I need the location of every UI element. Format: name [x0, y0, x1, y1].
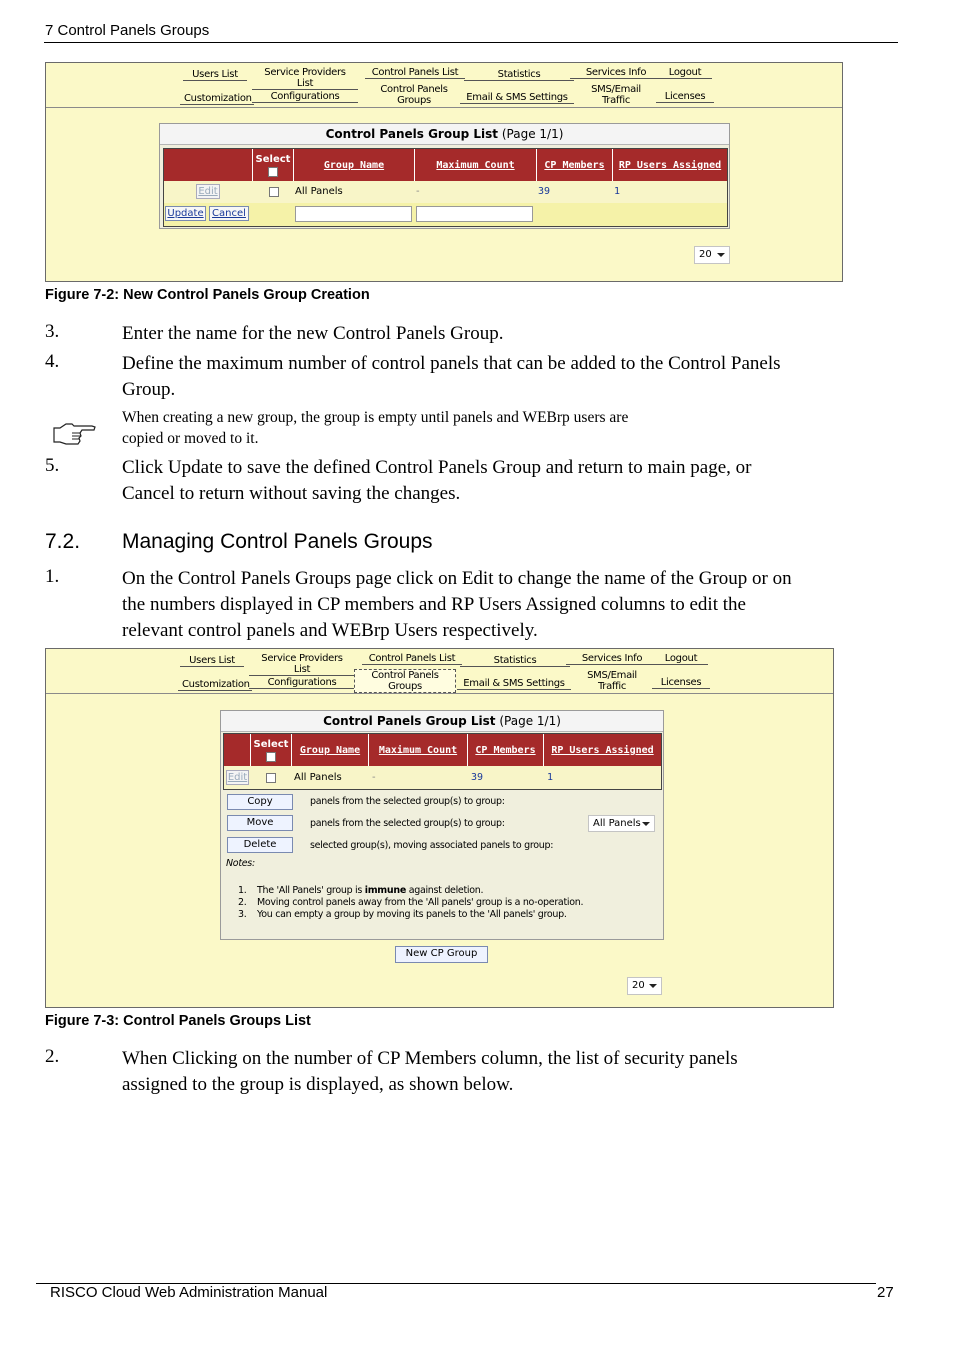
groups-table — [223, 733, 662, 790]
page-number: 27 — [877, 1284, 894, 1301]
cancel-button[interactable]: Cancel — [209, 206, 249, 221]
note-1-number: 1. — [238, 885, 247, 896]
nav-control-panels-groups-line1: Control Panels — [371, 670, 439, 681]
nav-control-panels-groups-selected[interactable] — [354, 669, 456, 693]
step-b1-line1: On the Control Panels Groups page click on Edit to change the name of the Group or on — [122, 568, 792, 589]
target-group-select[interactable] — [588, 815, 655, 832]
rp-users-link[interactable]: 1 — [547, 772, 554, 783]
step-b2-text — [122, 1046, 882, 1098]
select-label: Select — [255, 153, 291, 165]
nav-logout[interactable]: Logout — [654, 653, 708, 665]
note-2-number: 2. — [238, 897, 247, 908]
maximum-count-input[interactable] — [416, 206, 533, 222]
panel-title — [221, 711, 663, 732]
step-4-text — [122, 351, 882, 403]
page-size-select[interactable] — [694, 246, 730, 264]
nav-configurations[interactable]: Configurations — [252, 91, 358, 103]
nav-sms-email-traffic-line2: Traffic — [601, 95, 631, 106]
step-4-number: 4. — [45, 351, 60, 372]
chevron-down-icon — [649, 984, 657, 988]
step-5-line2: Cancel to return without saving the changes. — [122, 483, 461, 504]
delete-description: selected group(s), moving associated panels to group: — [310, 840, 554, 851]
column-header-select — [253, 149, 294, 181]
column-header-actions — [224, 734, 251, 766]
header-rule — [44, 42, 898, 43]
figure-7-3-caption: Figure 7-3: Control Panels Groups List — [45, 1013, 311, 1029]
step-b1-text — [122, 566, 902, 644]
select-all-checkbox[interactable] — [266, 752, 276, 762]
step-3-number: 3. — [45, 321, 60, 342]
panel-title-text: Control Panels Group List — [323, 714, 496, 728]
note-1 — [238, 885, 483, 896]
step-b2-line2: assigned to the group is displayed, as shown below. — [122, 1074, 514, 1095]
table-row — [164, 181, 727, 203]
column-header-cp-members[interactable]: CP Members — [468, 734, 544, 766]
new-cp-group-button[interactable]: New CP Group — [395, 946, 488, 963]
chevron-down-icon — [717, 253, 725, 257]
nav-sms-email-traffic[interactable] — [566, 670, 658, 692]
note-2-text: Moving control panels away from the 'All panels' group is a no-operation. — [257, 897, 584, 908]
nav-sms-email-traffic-line2: Traffic — [597, 681, 627, 692]
group-name-cell: All Panels — [294, 772, 342, 783]
cp-members-link[interactable]: 39 — [538, 186, 551, 197]
step-b2-number: 2. — [45, 1046, 60, 1067]
maximum-count-cell: - — [372, 772, 376, 783]
update-button[interactable]: Update — [165, 206, 206, 221]
nav-control-panels-groups-line2: Groups — [388, 681, 422, 692]
nav-control-panels-groups[interactable] — [366, 84, 462, 106]
column-header-actions — [164, 149, 253, 181]
note-3-text: You can empty a group by moving its panels to the 'All panels' group. — [257, 909, 567, 920]
step-b1-number: 1. — [45, 566, 60, 587]
nav-configurations[interactable]: Configurations — [249, 677, 355, 689]
note-3 — [238, 909, 567, 920]
nav-statistics[interactable]: Statistics — [460, 655, 570, 667]
step-5-number: 5. — [45, 455, 60, 476]
column-header-group-name[interactable]: Group Name — [292, 734, 369, 766]
pointing-hand-icon — [52, 420, 96, 446]
group-list-panel — [220, 710, 664, 940]
section-title: Managing Control Panels Groups — [122, 530, 433, 553]
group-name-cell: All Panels — [295, 186, 343, 197]
page-size-select[interactable] — [627, 977, 662, 995]
edit-button[interactable]: Edit — [196, 184, 220, 199]
select-label: Select — [253, 738, 289, 750]
note-line1: When creating a new group, the group is empty until panels and WEBrp users are — [122, 409, 629, 426]
note-1-bold: immune — [364, 885, 406, 896]
copy-button[interactable]: Copy — [227, 794, 293, 810]
table-row — [224, 766, 661, 789]
nav-service-providers-list[interactable]: Service Providers List — [252, 67, 358, 90]
groups-table — [163, 148, 728, 227]
note-text — [122, 407, 628, 449]
panel-title — [160, 124, 729, 145]
step-b1-line2: the numbers displayed in CP members and RP Users Assigned columns to edit the — [122, 594, 746, 615]
step-b1-line3: relevant control panels and WEBrp Users respectively. — [122, 620, 538, 641]
nav-logout[interactable]: Logout — [658, 67, 712, 79]
panel-page-indicator: (Page 1/1) — [499, 714, 561, 728]
panel-title-text: Control Panels Group List — [325, 127, 499, 141]
nav-sms-email-traffic[interactable] — [570, 84, 662, 106]
nav-sms-email-traffic-line1: SMS/Email — [591, 84, 641, 95]
maximum-count-cell: - — [416, 186, 420, 197]
row-select-checkbox[interactable] — [269, 187, 279, 197]
move-button[interactable]: Move — [227, 815, 293, 831]
step-4-line2: Group. — [122, 379, 176, 400]
nav-control-panels-groups-line2: Groups — [397, 95, 431, 106]
nav-email-sms-settings[interactable]: Email & SMS Settings — [460, 92, 574, 104]
target-group-value: All Panels — [593, 818, 641, 829]
step-b2-line1: When Clicking on the number of CP Members column, the list of security panels — [122, 1048, 738, 1069]
column-header-group-name[interactable]: Group Name — [294, 149, 415, 181]
nav-services-info[interactable]: Services Info — [566, 653, 658, 665]
nav-licenses[interactable]: Licenses — [652, 677, 710, 689]
delete-button[interactable]: Delete — [227, 837, 293, 853]
nav-control-panels-groups-line1: Control Panels — [380, 84, 448, 95]
note-line2: copied or moved to it. — [122, 430, 259, 447]
note-3-number: 3. — [238, 909, 247, 920]
nav-users-list[interactable]: Users List — [180, 655, 244, 667]
figure-7-2-screenshot — [45, 62, 843, 282]
nav-divider — [46, 107, 842, 108]
nav-licenses[interactable]: Licenses — [656, 91, 714, 103]
nav-services-info[interactable]: Services Info — [570, 67, 662, 79]
note-2 — [238, 897, 583, 908]
group-name-input[interactable] — [295, 206, 412, 222]
step-4-line1: Define the maximum number of control panels that can be added to the Control Panels — [122, 353, 781, 374]
note-1-text-end: against deletion. — [405, 885, 484, 896]
section-number: 7.2. — [45, 530, 81, 553]
edit-button[interactable]: Edit — [227, 772, 248, 783]
group-list-panel — [159, 123, 730, 229]
column-header-rp-users[interactable]: RP Users Assigned — [613, 149, 727, 181]
column-header-select — [251, 734, 292, 766]
nav-control-panels-list[interactable]: Control Panels List — [362, 653, 462, 665]
note-1-text: The 'All Panels' group is — [257, 885, 365, 896]
column-header-cp-members[interactable]: CP Members — [537, 149, 613, 181]
nav-users-list[interactable]: Users List — [183, 69, 247, 81]
notes-label: Notes: — [226, 858, 255, 869]
nav-sms-email-traffic-line1: SMS/Email — [587, 670, 637, 681]
copy-description: panels from the selected group(s) to group: — [310, 796, 505, 807]
figure-7-2-caption: Figure 7-2: New Control Panels Group Creation — [45, 287, 370, 303]
nav-customization[interactable]: Customization — [178, 679, 252, 691]
nav-email-sms-settings[interactable]: Email & SMS Settings — [457, 678, 571, 690]
figure-7-3-screenshot — [45, 648, 834, 1008]
page-size-value: 20 — [699, 249, 712, 260]
page-size-value: 20 — [632, 980, 645, 991]
step-5-text — [122, 455, 882, 507]
nav-service-providers-list[interactable]: Service Providers List — [249, 653, 355, 676]
footer-manual-title: RISCO Cloud Web Administration Manual — [50, 1284, 328, 1301]
column-header-rp-users[interactable]: RP Users Assigned — [544, 734, 661, 766]
new-group-row — [164, 203, 727, 225]
select-all-checkbox[interactable] — [268, 167, 278, 177]
nav-divider — [46, 693, 833, 694]
nav-control-panels-list[interactable]: Control Panels List — [365, 67, 465, 79]
row-select-checkbox[interactable] — [266, 773, 276, 783]
nav-statistics[interactable]: Statistics — [464, 69, 574, 81]
nav-customization[interactable]: Customization — [180, 93, 254, 105]
running-header: 7 Control Panels Groups — [45, 22, 210, 39]
step-3-text: Enter the name for the new Control Panels Group. — [122, 323, 504, 344]
move-description: panels from the selected group(s) to group: — [310, 818, 505, 829]
column-header-maximum-count[interactable]: Maximum Count — [369, 734, 468, 766]
panel-page-indicator: (Page 1/1) — [501, 127, 564, 141]
column-header-maximum-count[interactable]: Maximum Count — [415, 149, 537, 181]
cp-members-link[interactable]: 39 — [471, 772, 484, 783]
chevron-down-icon — [642, 822, 650, 826]
rp-users-link[interactable]: 1 — [614, 186, 621, 197]
step-5-line1: Click Update to save the defined Control Panels Group and return to main page, or — [122, 457, 752, 478]
